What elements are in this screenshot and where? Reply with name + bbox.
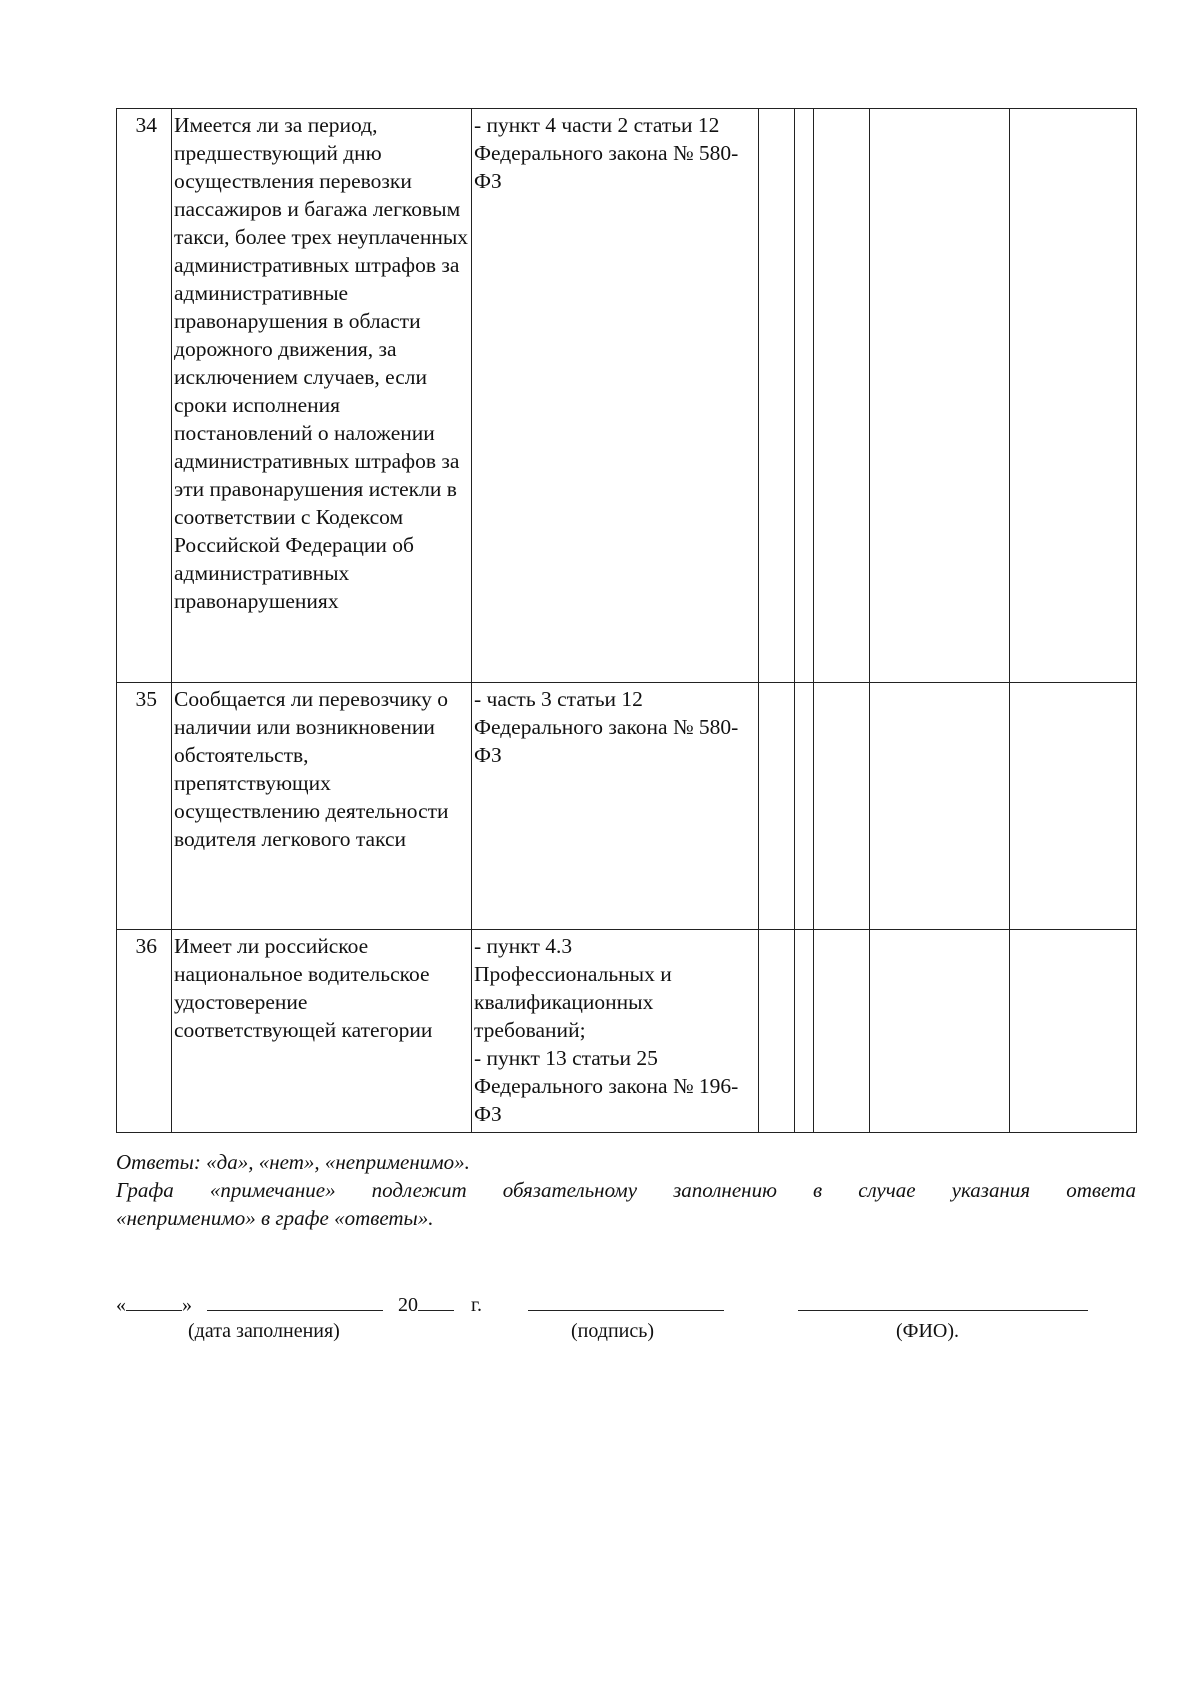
- answer-cell[interactable]: [795, 109, 814, 683]
- legal-reference: [472, 930, 759, 1133]
- reference-line: - часть 3 статьи 12 Федерального закона № 580-ФЗ: [474, 687, 739, 767]
- month-blank[interactable]: [207, 1290, 383, 1311]
- answer-cell[interactable]: [814, 683, 870, 930]
- close-quote: »: [182, 1294, 192, 1316]
- name-field: [798, 1290, 1088, 1318]
- answer-cell[interactable]: [870, 930, 1010, 1133]
- table-row: [117, 683, 1137, 930]
- signature-caption: (подпись): [571, 1320, 655, 1342]
- row-number: 35: [117, 683, 172, 930]
- name-caption: (ФИО).: [896, 1320, 960, 1342]
- answer-cell[interactable]: [795, 930, 814, 1133]
- answer-cell[interactable]: [795, 683, 814, 930]
- answer-cell[interactable]: [759, 930, 795, 1133]
- open-quote: «: [116, 1294, 126, 1316]
- note-instruction: Графа «примечание» подлежит обязательному заполнению в случае указания ответа: [116, 1178, 1136, 1202]
- answers-legend: Ответы: «да», «нет», «неприменимо».: [116, 1150, 470, 1174]
- checklist-table: [116, 108, 1137, 1133]
- answer-cell[interactable]: [759, 109, 795, 683]
- legal-reference: [472, 109, 759, 683]
- legal-reference: [472, 683, 759, 930]
- question-text: Имеет ли российское национальное водительское удостоверение соответствующей категории: [172, 930, 472, 1133]
- date-field: [116, 1290, 482, 1318]
- answer-notes: [116, 1148, 1136, 1232]
- answer-cell[interactable]: [759, 683, 795, 930]
- year-prefix: 20: [398, 1294, 418, 1316]
- question-text: Имеется ли за период, предшествующий дню осуществления перевозки пассажиров и багажа легковым такси, более трех неуплаченных административных штрафов за административные правонарушения в области дорожного движения, за исключением случаев, если сроки исполнения постановлений о наложении административных штрафов за эти правонарушения истекли в соответствии с Кодексом Российской Федерации об административных правонарушениях: [172, 109, 472, 683]
- answer-cell[interactable]: [814, 930, 870, 1133]
- answer-cell[interactable]: [870, 683, 1010, 930]
- reference-line: - пункт 4.3 Профессиональных и квалификационных требований;: [474, 934, 672, 1042]
- question-text: Сообщается ли перевозчику о наличии или возникновении обстоятельств, препятствующих осуществлению деятельности водителя легкового такси: [172, 683, 472, 930]
- row-number: 36: [117, 930, 172, 1133]
- date-caption: (дата заполнения): [188, 1320, 340, 1342]
- reference-line: - пункт 13 статьи 25 Федерального закона № 196-ФЗ: [474, 1046, 739, 1126]
- year-blank[interactable]: [418, 1290, 454, 1311]
- row-number: 34: [117, 109, 172, 683]
- reference-line: - пункт 4 части 2 статьи 12 Федерального закона № 580-ФЗ: [474, 113, 739, 193]
- table-row: [117, 930, 1137, 1133]
- note-instruction-end: «неприменимо» в графе «ответы».: [116, 1206, 434, 1230]
- note-cell[interactable]: [1010, 683, 1137, 930]
- table-row: [117, 109, 1137, 683]
- answer-cell[interactable]: [814, 109, 870, 683]
- note-cell[interactable]: [1010, 930, 1137, 1133]
- name-blank[interactable]: [798, 1290, 1088, 1311]
- answer-cell[interactable]: [870, 109, 1010, 683]
- signature-blank[interactable]: [528, 1290, 724, 1311]
- day-blank[interactable]: [126, 1290, 182, 1311]
- note-cell[interactable]: [1010, 109, 1137, 683]
- year-suffix: г.: [471, 1294, 482, 1316]
- signature-field: [528, 1290, 724, 1318]
